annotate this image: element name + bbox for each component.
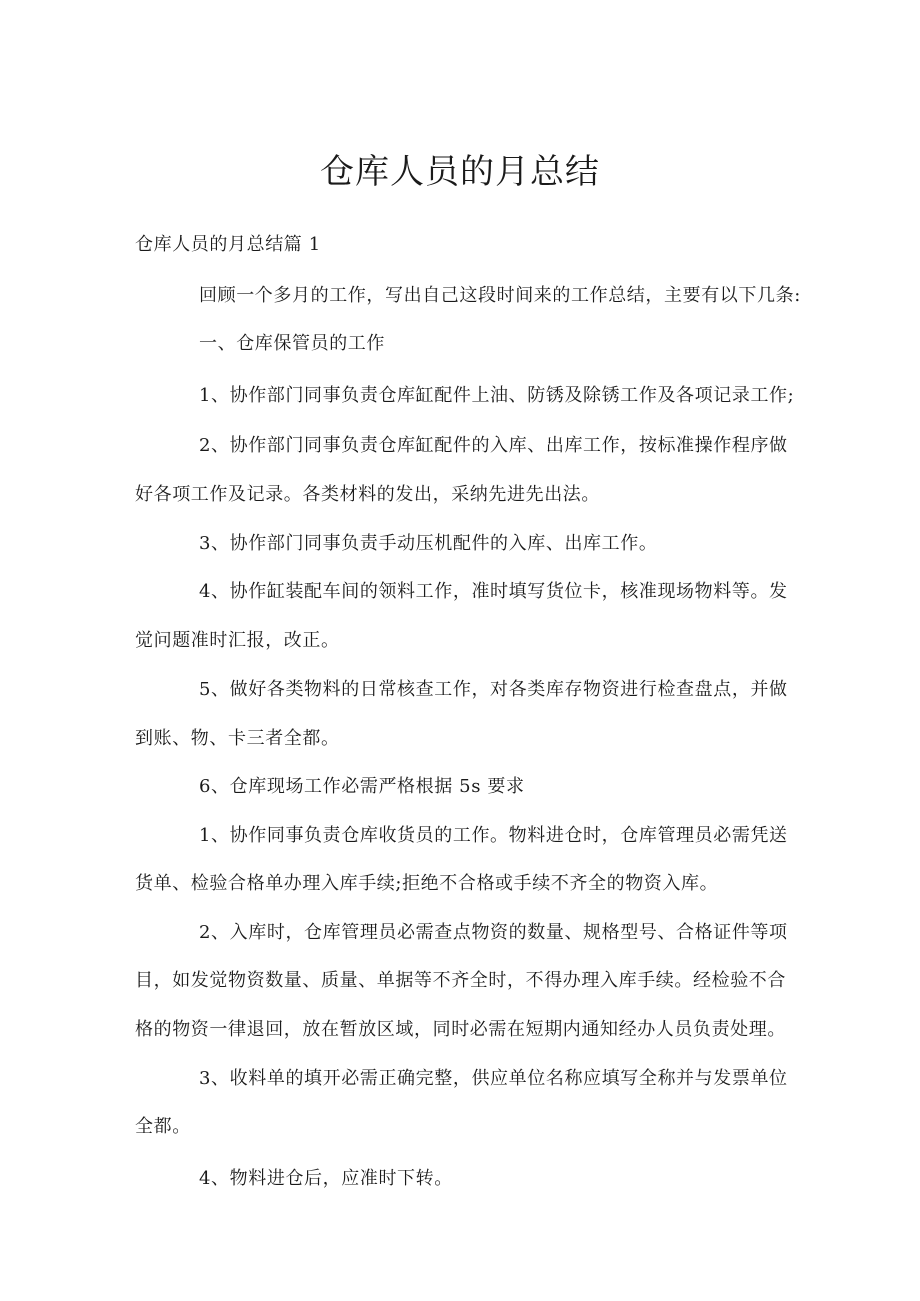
section-heading: 仓库人员的月总结篇 1	[135, 234, 321, 255]
paragraph-line: 5、做好各类物料的日常核查工作，对各类库存物资进行检查盘点，并做	[199, 679, 788, 700]
paragraph-line: 好各项工作及记录。各类材料的发出，采纳先进先出法。	[135, 484, 600, 505]
paragraph-line: 觉问题准时汇报，改正。	[135, 630, 340, 651]
paragraph-line: 2、协作部门同事负责仓库缸配件的入库、出库工作，按标准操作程序做	[199, 435, 788, 456]
paragraph-line: 4、协作缸装配车间的领料工作，准时填写货位卡，核准现场物料等。发	[199, 581, 788, 602]
paragraph-line: 4、物料进仓后，应准时下转。	[199, 1168, 453, 1189]
paragraph-line: 3、协作部门同事负责手动压机配件的入库、出库工作。	[199, 533, 658, 554]
document-title: 仓库人员的月总结	[320, 152, 600, 192]
paragraph-line: 格的物资一律退回，放在暂放区域，同时必需在短期内通知经办人员负责处理。	[135, 1019, 786, 1040]
paragraph-line: 2、入库时，仓库管理员必需查点物资的数量、规格型号、合格证件等项	[199, 922, 788, 943]
paragraph-line: 1、协作同事负责仓库收货员的工作。物料进仓时，仓库管理员必需凭送	[199, 825, 788, 846]
paragraph-line: 3、收料单的填开必需正确完整，供应单位名称应填写全称并与发票单位	[199, 1068, 788, 1089]
paragraph-line: 全都。	[135, 1116, 191, 1137]
subsection-heading: 一、仓库保管员的工作	[199, 333, 385, 354]
paragraph-line: 6、仓库现场工作必需严格根据 5s 要求	[199, 776, 525, 797]
paragraph-line: 1、协作部门同事负责仓库缸配件上油、防锈及除锈工作及各项记录工作;	[199, 385, 795, 406]
paragraph-line: 到账、物、卡三者全都。	[135, 728, 340, 749]
paragraph-line: 货单、检验合格单办理入库手续;拒绝不合格或手续不齐全的物资入库。	[135, 873, 719, 894]
paragraph-line: 目，如发觉物资数量、质量、单据等不齐全时，不得办理入库手续。经检验不合	[135, 970, 786, 991]
paragraph-line: 回顾一个多月的工作，写出自己这段时间来的工作总结，主要有以下几条:	[199, 285, 801, 306]
